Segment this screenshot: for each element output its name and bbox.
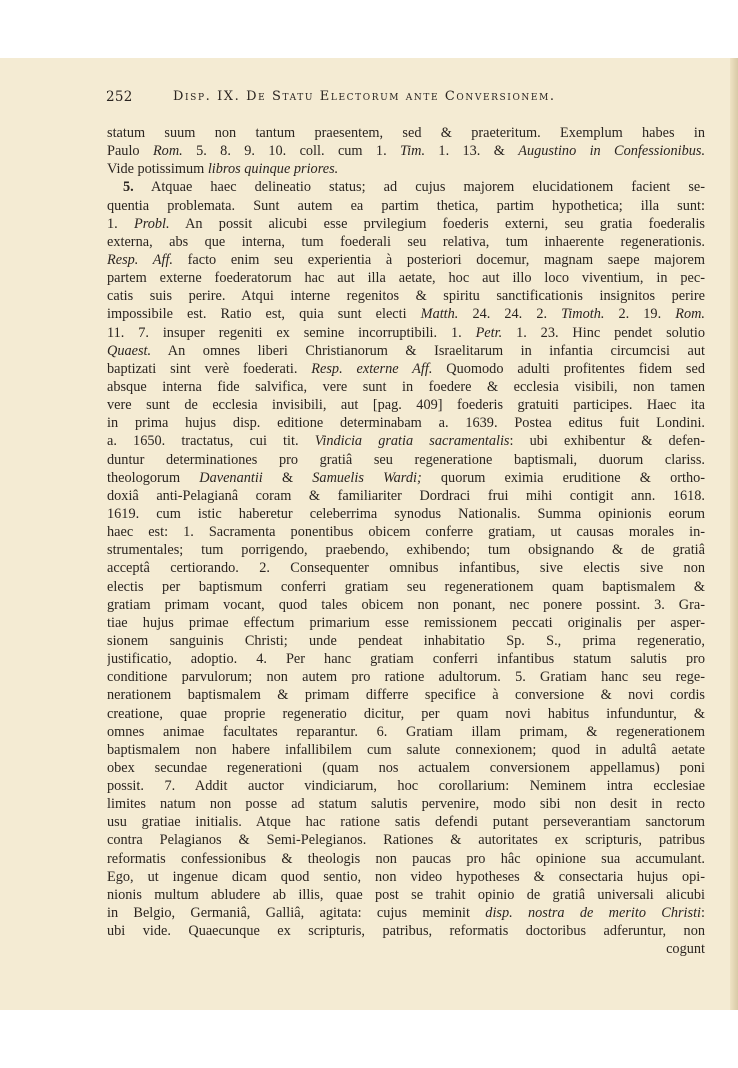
text-run: absque interna fide salvifica, vere sunt in foedere & ecclesia visibili, non tamen: [107, 378, 705, 395]
text-run: externa, abs que interna, tum foederali seu relativa, tum inhaerente regenerationis.: [107, 233, 705, 250]
text-run: haec est: 1. Sacramenta ponentibus obicem conferre gratiam, ut causas morales in-: [107, 524, 705, 541]
text-line: [107, 868, 705, 886]
text-run: vere sunt de ecclesia invisibili, aut [pag. 409] foederis gratuiti participes. Haec ita: [107, 397, 705, 414]
text-run: facto enim seu experientia à posteriori docemur, magnam saepe majorem: [173, 251, 705, 268]
text-run: 1. 23. Hinc pendet solutio: [502, 324, 705, 341]
text-line: [107, 414, 705, 432]
text-line: [107, 614, 705, 632]
text-line: [107, 777, 705, 795]
text-line: [107, 178, 705, 196]
text-run: 2. 19.: [604, 306, 676, 323]
text-run: impossibile est. Ratio est, quia sunt electi: [107, 306, 421, 323]
text-run: Atquae haec delineatio status; ad cujus majorem elucidationem facient se-: [133, 179, 705, 196]
text-run: cogunt: [666, 941, 705, 958]
text-line: [107, 378, 705, 396]
text-line: [107, 632, 705, 650]
italic-reference: Samuelis Wardi;: [312, 469, 422, 486]
text-line: [107, 251, 705, 269]
text-line: [107, 160, 705, 178]
text-run: theologorum: [107, 469, 200, 486]
italic-reference: disp. nostra de merito Christi: [485, 905, 702, 922]
text-run: justificatio, adoptio. 4. Per hanc gratiam conferri infantibus statum salutis pro: [107, 651, 705, 668]
text-line: [107, 886, 705, 904]
text-run: Vide potissimum: [107, 161, 208, 178]
text-line: [107, 559, 705, 577]
text-run: nionis multum abludere ab illis, quae post se trahit opinio de gratiâ universali alicubi: [107, 886, 705, 903]
body-text: [107, 124, 705, 958]
text-run: gratiam primam vocant, quod tales obicem non ponant, nec ponere possint. 3. Gra-: [107, 596, 705, 613]
text-run: creatione, quae proprie regeneratio dicitur, per quam novi habitus infunduntur, &: [107, 705, 705, 722]
text-run: electis per baptismum conferri gratiam seu regenerationem quam baptismalem &: [107, 578, 705, 595]
text-line: [107, 541, 705, 559]
text-line: [107, 795, 705, 813]
text-line: [107, 432, 705, 450]
text-run: catis suis perire. Atqui interne regenitos & spiritu sanctificationis insignitos perire: [107, 288, 705, 305]
text-line: [107, 686, 705, 704]
italic-reference: Resp. Aff.: [107, 251, 173, 268]
text-line: [107, 650, 705, 668]
text-run: 1. 13. &: [425, 143, 519, 160]
text-line: [107, 596, 705, 614]
text-line: [107, 813, 705, 831]
text-run: usu gratiae initialis. Atque hac ratione satis defendi putant perseverantiam sanctorum: [107, 814, 705, 831]
text-run: Paulo: [107, 143, 153, 160]
text-run: obex secundae regenerationi (quam nos actualem conversionem appellamus) poni: [107, 759, 705, 776]
italic-reference: Quaest.: [107, 342, 152, 359]
text-line: [107, 850, 705, 868]
text-run: doxiâ anti-Pelagianâ coram & familiariter Dordraci frui mihi contigit ann. 1618.: [107, 487, 705, 504]
text-line: [107, 940, 705, 958]
text-run: limites natum non posse ad statum salutis pervenire, modo sibi non desit in recto: [107, 796, 705, 813]
text-run: a. 1650. tractatus, cui tit.: [107, 433, 315, 450]
italic-reference: Probl.: [133, 215, 170, 232]
text-line: [107, 487, 705, 505]
page-gutter-shadow: [730, 58, 738, 1010]
text-line: [107, 324, 705, 342]
text-run: in prima hujus disp. editione determinabam a. 1639. Postea editus fuit Londini.: [107, 415, 705, 432]
text-run: quentia problemata. Sunt autem ea partim thetica, partim hypothetica; illa sunt:: [107, 197, 705, 214]
book-page: [0, 58, 738, 1010]
text-run: baptismalem non habere infallibilem cum salute connexionem; quod in adultâ aetate: [107, 741, 705, 758]
text-line: [107, 305, 705, 323]
italic-reference: Timoth.: [561, 306, 605, 323]
text-run: :: [701, 905, 705, 922]
text-line: [107, 342, 705, 360]
italic-reference: Davenantii: [199, 469, 263, 486]
italic-reference: Rom.: [675, 306, 705, 323]
text-run: tiae hujus primae effectum primarium esse remissionem peccati originalis per asper-: [107, 614, 705, 631]
text-run: acceptâ certiorando. 2. Consequenter omnibus infantibus, sive electis sive non: [107, 560, 705, 577]
text-run: &: [262, 469, 313, 486]
text-run: conditione parvulorum; non autem pro ratione adultorum. 5. Gratiam hanc seu rege-: [107, 669, 705, 686]
text-run: quorum eximia eruditione & ortho-: [421, 469, 705, 486]
text-line: [107, 723, 705, 741]
text-line: [107, 469, 705, 487]
text-line: [107, 578, 705, 596]
text-line: [107, 215, 705, 233]
text-line: [107, 505, 705, 523]
italic-reference: Resp. externe Aff.: [311, 360, 433, 377]
italic-reference: Rom.: [152, 143, 183, 160]
text-run: 1619. cum istic haberetur celeberrima synodus Nationalis. Summa opinionis eorum: [107, 505, 705, 522]
italic-reference: Petr.: [475, 324, 503, 341]
italic-reference: Matth.: [420, 306, 459, 323]
italic-reference: libros quinque priores.: [207, 161, 339, 178]
text-line: [107, 523, 705, 541]
text-run: baptizati sint verè foederati.: [107, 360, 312, 377]
text-line: [107, 831, 705, 849]
text-line: [107, 705, 705, 723]
italic-reference: Tim.: [400, 143, 426, 160]
text-line: [107, 360, 705, 378]
text-line: [107, 142, 705, 160]
text-run: Quomodo adulti profitentes fidem sed: [432, 360, 705, 377]
text-line: [107, 904, 705, 922]
text-line: [107, 233, 705, 251]
text-run: An possit alicubi esse prvilegium foederis externi, seu gratia foederalis: [169, 215, 705, 232]
running-title: Disp. IX. De Statu Electorum ante Conversionem.: [173, 89, 556, 104]
text-run: possit. 7. Addit auctor vindiciarum, hoc corollarium: Neminem intra ecclesiae: [107, 778, 705, 795]
text-line: [107, 451, 705, 469]
text-run: Ego, ut ingenue dicam quod sentio, non video hypotheses & consectaria hujus opi-: [107, 868, 705, 885]
text-line: [107, 124, 705, 142]
text-run: : ubi exhibentur & defen-: [509, 433, 705, 450]
running-header: [106, 89, 706, 107]
section-number: 5.: [123, 179, 134, 196]
italic-reference: Augustino in Confessionibus.: [518, 143, 705, 160]
page-number: 252: [106, 89, 133, 105]
text-run: An omnes liberi Christianorum & Israelitarum in infantia circumcisi aut: [151, 342, 705, 359]
text-line: [107, 269, 705, 287]
text-run: in Belgio, Germaniâ, Galliâ, agitata: cujus meminit: [107, 905, 486, 922]
text-run: omnes animae facultates reparantur. 6. Gratiam illam primam, & regenerationem: [107, 723, 705, 740]
text-line: [107, 287, 705, 305]
text-run: contra Pelagianos & Semi-Pelegianos. Rationes & autoritates ex scripturis, patribus: [107, 832, 705, 849]
text-line: [107, 668, 705, 686]
text-run: reformatis confessionibus & theologis non paucas pro hâc opinione sua accumulant.: [107, 850, 705, 867]
text-run: partem externe foederatorum hac aut illa aetate, hoc aut illo loco viventium, in pec-: [107, 270, 705, 287]
text-run: sionem sanguinis Christi; unde pendeat inhabitatio Sp. S., prima regeneratio,: [107, 632, 705, 649]
text-line: [107, 197, 705, 215]
text-run: 5. 8. 9. 10. coll. cum 1.: [182, 143, 401, 160]
text-run: ubi vide. Quaecunque ex scripturis, patribus, reformatis doctoribus adferuntur, non: [107, 923, 705, 940]
text-run: 1.: [107, 215, 134, 232]
text-run: nerationem baptismalem & primam differre specifice à conversione & novi cordis: [107, 687, 705, 704]
text-line: [107, 396, 705, 414]
text-run: statum suum non tantum praesentem, sed & praeteritum. Exemplum habes in: [107, 125, 705, 141]
text-run: strumentales; tum porrigendo, praebendo, exhibendo; tum obsignando & de gratiâ: [107, 542, 705, 559]
text-line: [107, 741, 705, 759]
text-line: [107, 759, 705, 777]
text-line: [107, 922, 705, 940]
italic-reference: Vindicia gratia sacramentalis: [314, 433, 510, 450]
text-run: 24. 24. 2.: [458, 306, 562, 323]
text-run: 11. 7. insuper regeniti ex semine incorruptibili. 1.: [107, 324, 476, 341]
text-run: duntur determinationes pro gratiâ seu regeneratione baptismali, duorum clariss.: [107, 451, 705, 468]
